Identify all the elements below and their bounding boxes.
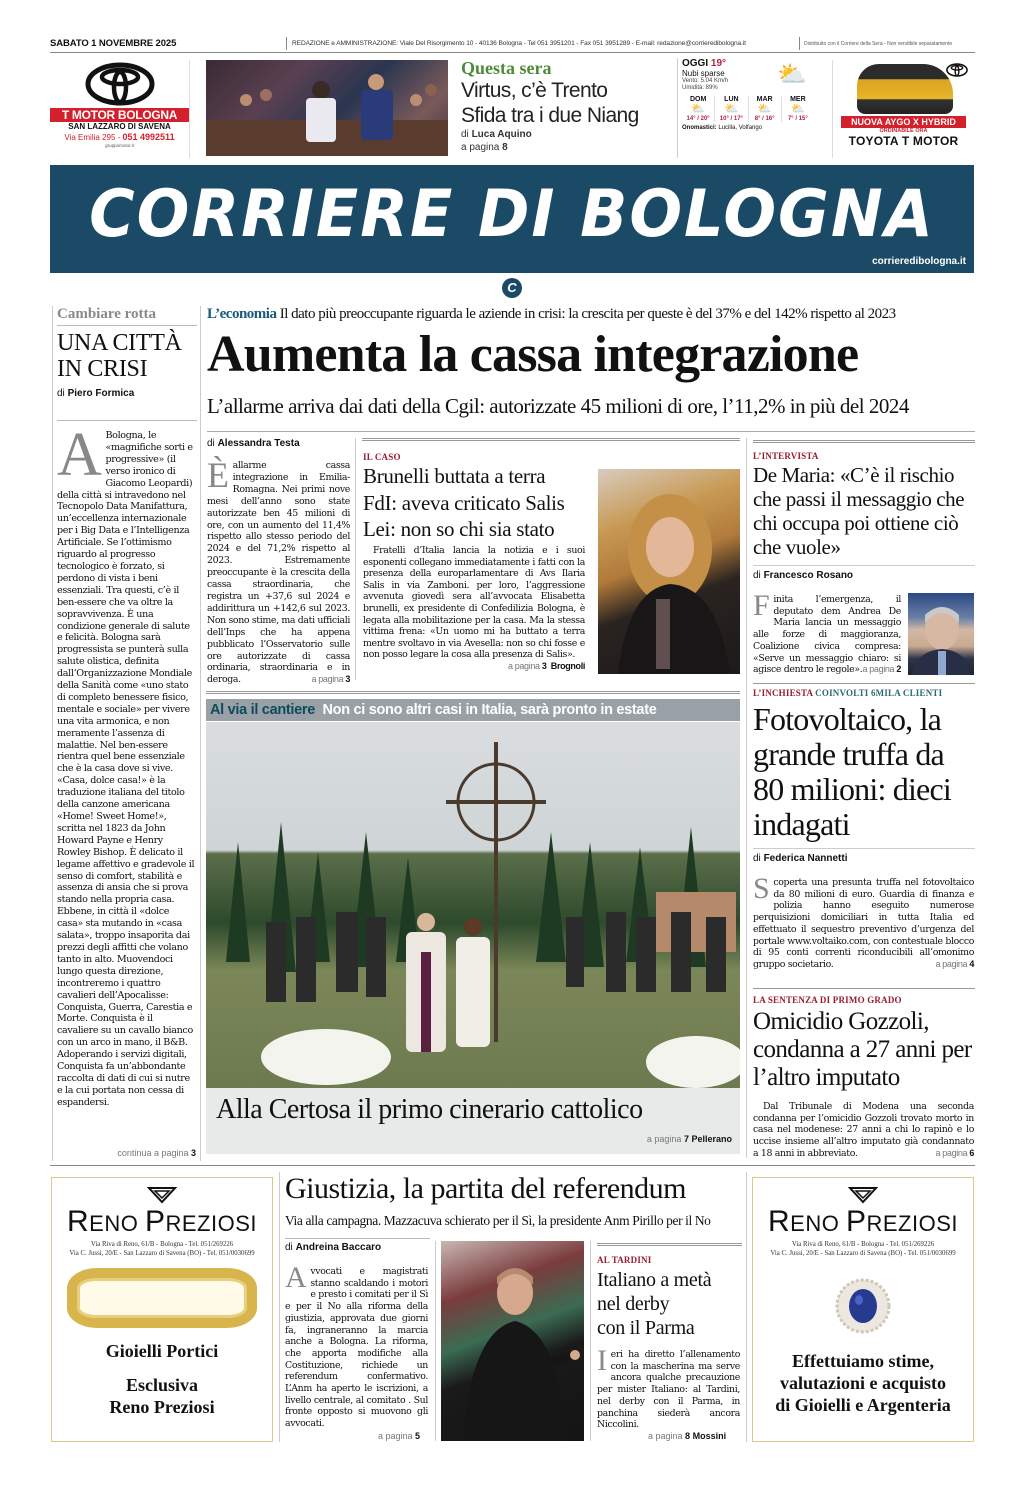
forecast-day-name: DOM bbox=[689, 96, 707, 103]
dropcap: A bbox=[57, 421, 102, 489]
page-prefix: a pagina bbox=[507, 660, 542, 671]
lead-headline[interactable]: Aumenta la cassa integrazione bbox=[207, 326, 859, 383]
divider bbox=[753, 683, 975, 684]
giustizia-page-ref[interactable] bbox=[378, 1431, 420, 1441]
toyota-logo-icon bbox=[85, 62, 155, 106]
forecast-day bbox=[781, 96, 814, 122]
article-text: Dal Tribunale di Modena una seconda condanna per l’omicidio Gozzoli trovato morto in casa nel modenese: 27 anni a chi lo rapinò e lo uccise insieme all’altro imputato già condannato a 18 anni in abbreviato. bbox=[753, 1101, 974, 1159]
byline bbox=[753, 848, 975, 864]
editorial-continue-link[interactable] bbox=[110, 1148, 196, 1158]
by-prefix: di bbox=[285, 1242, 296, 1253]
forecast-day bbox=[714, 96, 747, 122]
onomastici-label: Onomastici: bbox=[682, 125, 717, 131]
ad-claim: valutazioni e acquisto bbox=[779, 1373, 946, 1393]
divider bbox=[50, 1165, 975, 1166]
partly-cloudy-icon: ⛅ bbox=[757, 103, 772, 115]
page-prefix: a pagina bbox=[935, 958, 970, 969]
article-italiano[interactable] bbox=[597, 1255, 742, 1340]
ad-reno-preziosi-right[interactable] bbox=[752, 1177, 974, 1442]
by-prefix: di bbox=[207, 438, 218, 449]
forecast-day-name: MER bbox=[790, 96, 806, 103]
lead-page-ref[interactable] bbox=[311, 674, 350, 686]
tmotor-site: gruppomotor.it bbox=[105, 143, 134, 148]
weather-wind: Vento: 5.04 Km/h bbox=[682, 78, 729, 84]
editorial-header[interactable] bbox=[57, 306, 197, 399]
brand-initial: R bbox=[768, 1205, 791, 1238]
editorial-text: Bologna, le «magnifiche sorti e progressive» (il verso ironico di Giacomo Leopardi) della città si intravedono nel Tecnopolo Data Manifattura, un’eccellenza internazionale per i Big Data e l’Intelligenza Artificiale. Se l’ottimismo riguardo al progresso tecnologico è forzato, si perdono di vista i beni essenziali. Tra questi, c’è il ben-essere che va oltre la sopravvivenza. È una condizione generale di salute e felicità. Bologna sarà progressista se punterà sulla salute olistica, definita dall’Organizzazione Mondiale della Sanità come «uno stato di completo benessere fisico, mentale e sociale» per vivere una vita armonica, e non meramente l’assenza di malattie. Nel ben-essere rientra quel bene essenziale che è la casa dove si vive. «Casa, dolce casa!» è la traduzione italiana del titolo della canzone americana «Home! Sweet Home!», scritta nel 1823 da John Howard Payne e Henry Rowley Bishop. È delicato il legame affettivo e gradevole il senso di comfort, stabilità e assenza di ansia che si prova stando nella propria casa. Ebbene, in città il «dolce casa» sta mutando in «casa salata», troppo insaporita dai prezzi degli affitti che volano tanto in alto. Muovendoci lungo questa direzione, incontreremo i quattro cavalieri dell’Apocalisse: Conquista, Guerra, Carestia e Morte. Conquista è il cavaliere su un cavallo bianco con un arco in mano, il B&B. Adoperando i servizi digitali, Conquista fa un’abbondante raccolta di dati di cui si nutre e la cui portata non cessa di espandersi. bbox=[57, 430, 195, 1108]
section-label: IL CASO bbox=[363, 452, 401, 462]
lead-body bbox=[207, 455, 351, 686]
caso-page-ref[interactable] bbox=[508, 661, 585, 673]
column-rule bbox=[435, 1241, 436, 1441]
author-name: Pellerano bbox=[691, 1134, 732, 1144]
certosa-page-ref[interactable] bbox=[647, 1134, 732, 1144]
section-extra: COINVOLTI 6MILA CLIENTI bbox=[812, 688, 943, 698]
photo-kicker-bar bbox=[206, 699, 740, 721]
ad-claim: Effettuiamo stime, bbox=[792, 1351, 934, 1371]
page-prefix: a pagina bbox=[311, 674, 346, 685]
section-name: L’INCHIESTA bbox=[753, 688, 813, 698]
teaser-virtus[interactable] bbox=[461, 58, 671, 154]
ad-tmotor-bologna[interactable] bbox=[50, 60, 190, 158]
article-brunelli-body bbox=[363, 545, 585, 673]
tmotor-phone: 051 4992511 bbox=[122, 132, 175, 142]
column-rule bbox=[279, 1172, 280, 1442]
ad-claim: Gioielli Portici bbox=[105, 1341, 219, 1361]
page-number: 7 bbox=[683, 1134, 689, 1144]
author-name: Andreina Baccaro bbox=[295, 1242, 382, 1253]
section-label: AL TARDINI bbox=[597, 1255, 652, 1265]
teaser-title-line1: Virtus, c’è Trento bbox=[461, 79, 608, 102]
forecast-temp: 14° / 20° bbox=[686, 116, 710, 122]
headline: De Maria: «C’è il rischio che passi il messaggio che chi occupa poi ottiene ciò che vuole» bbox=[753, 463, 965, 559]
lead-text: allarme cassa integrazione in Emilia-Romagna. Nei primi nove mesi dell’anno sono state autorizzate ben 45 milioni di ore, con un aumento del 11,4% rispetto allo stesso periodo del 2024 e del 71,2% rispetto al 2023. Estremamente preoccupante è la crescita della cassa straordinaria, che registra un +37,6 sul 2024 e addirittura un +142,6 sul 2023. Non sono stime, ma dati ufficiali dell’Inps che ha appena pubblicato l’Osservatorio sulle ore autorizzate di cassa ordinaria, straordinaria e in deroga. bbox=[207, 460, 351, 686]
bar-kicker: Al via il cantiere bbox=[210, 702, 316, 718]
author-name: Alessandra Testa bbox=[217, 438, 300, 449]
forecast-day-name: LUN bbox=[724, 96, 739, 103]
double-rule bbox=[597, 1243, 742, 1246]
corriere-badge-icon: C bbox=[502, 278, 522, 298]
article-de-maria[interactable] bbox=[753, 451, 975, 581]
byline bbox=[753, 565, 975, 581]
weather-forecast bbox=[682, 96, 814, 122]
column-rule bbox=[200, 306, 201, 1161]
double-rule bbox=[753, 440, 975, 443]
column-rule bbox=[52, 306, 53, 1161]
headline: Fotovoltaico, la grande truffa da 80 milioni: dieci indagati bbox=[753, 701, 951, 842]
partly-cloudy-icon: ⛅ bbox=[691, 103, 705, 115]
dropcap: È bbox=[207, 455, 229, 495]
headline-line2: FdI: aveva criticato Salis bbox=[363, 490, 565, 515]
page-prefix: a pagina bbox=[862, 664, 897, 675]
article-text: eri ha diretto l’allenamento con la mascherina ma serve ancora qualche precauzione per mister Italiano: al Tardini, nel derby con il Parma, in panchina siederà ancora Niccolini. bbox=[597, 1349, 740, 1431]
page-number: 6 bbox=[969, 1147, 974, 1158]
dropcap: I bbox=[597, 1344, 607, 1377]
ad-reno-preziosi-left[interactable] bbox=[51, 1177, 273, 1442]
divider bbox=[799, 37, 800, 50]
page-number: 5 bbox=[415, 1431, 421, 1441]
caption-headline: Alla Certosa il primo cinerario cattolico bbox=[216, 1094, 643, 1125]
tardini-page-ref[interactable] bbox=[648, 1431, 726, 1441]
forecast-temp: 10° / 17° bbox=[719, 116, 743, 122]
lead-subtitle: L’allarme arriva dai dati della Cgil: autorizzate 45 milioni di ore, l’11,2% in più del 2024 bbox=[207, 394, 909, 418]
author-name: Brognoli bbox=[550, 660, 585, 671]
forecast-day-name: MAR bbox=[756, 96, 773, 103]
distribution-note: Distribuito con il Corriere della Sera - Non vendibile separatamente bbox=[804, 41, 953, 47]
forecast-temp: 7° / 15° bbox=[787, 116, 808, 122]
forecast-day bbox=[748, 96, 781, 122]
bracelet-image bbox=[67, 1268, 257, 1328]
aygo-band: NUOVA AYGO X HYBRID bbox=[841, 116, 966, 128]
double-rule bbox=[362, 438, 740, 441]
teaser-page-ref bbox=[461, 141, 671, 154]
page-number: 3 bbox=[541, 660, 547, 671]
giustizia-subtitle: Via alla campagna. Mazzacuva schierato per il Sì, la presidente Anm Pirillo per il No bbox=[285, 1213, 711, 1228]
aygo-sub: ORDINABILE ORA bbox=[879, 128, 928, 134]
double-rule bbox=[206, 691, 740, 694]
ad-claim: Reno Preziosi bbox=[109, 1397, 215, 1417]
address-line: Via Riva di Reno, 61/B - Bologna - Tel. 051/269226 bbox=[791, 1241, 935, 1248]
bar-text: Non ci sono altri casi in Italia, sarà pronto in estate bbox=[322, 702, 657, 718]
headline: Omicidio Gozzoli, condanna a 27 anni per l’altro imputato bbox=[753, 1008, 972, 1091]
column-rule bbox=[746, 1172, 747, 1442]
brand-name bbox=[52, 1205, 272, 1241]
brand-name bbox=[753, 1205, 973, 1241]
page-number: 8 bbox=[685, 1431, 691, 1441]
page-prefix: a pagina bbox=[378, 1431, 416, 1441]
by-prefix: di bbox=[57, 388, 68, 399]
headline-line3: Lei: non so chi sia stato bbox=[363, 517, 555, 541]
brand-rest: ENO bbox=[89, 1211, 145, 1236]
continue-prefix: continua a pagina bbox=[117, 1148, 191, 1158]
teaser-title-line2: Sfida tra i due Niang bbox=[461, 104, 639, 127]
teaser-kicker: Questa sera bbox=[461, 58, 552, 78]
article-fotovoltaico-body bbox=[753, 872, 975, 971]
ad-claim: Esclusiva bbox=[125, 1375, 199, 1395]
italiano-photo bbox=[441, 1241, 584, 1441]
section-label: LA SENTENZA DI PRIMO GRADO bbox=[753, 995, 902, 1005]
article-text: vvocati e magistrati stanno scaldando i motori e presto i comitati per il Sì e per il No alla riforma della giustizia, approvata due giorni fa, ingraneranno la marcia anche a Bologna. La riforma, che apporta modifiche alla Costituzione, richiede un referendum confermativo. L’Anm ha aperto le iscrizioni, a livello centrale, al comitato . Sul fronte opposto si muovono gli avvocati. bbox=[285, 1266, 428, 1430]
partly-cloudy-icon: ⛅ bbox=[791, 103, 805, 115]
article-brunelli[interactable] bbox=[363, 452, 588, 542]
diamond-logo-icon bbox=[147, 1186, 177, 1204]
page-number: 4 bbox=[969, 958, 974, 969]
giustizia-byline bbox=[285, 1242, 381, 1253]
brand-rest: REZIOSI bbox=[165, 1211, 257, 1236]
car-image bbox=[857, 64, 953, 114]
article-text: Fratelli d’Italia lancia la notizia e i suoi esponenti collegano immediatamente i fatti con la presenza della europarlamentare di Avs Ilaria Salis in via Zamboni. per loro, l’aggressione avvenuta giovedì sera all’avvocata Elisabetta brunelli, ex presidente di Confedilizia Bologna, è legata alla mobilitazione per la casa. Ma la stessa vittima frena: «Un uomo mi ha buttato a terra mentre svoltavo in via Avesella: non so chi fosse e non posso legare la cosa alla presenza di Salis». bbox=[363, 545, 585, 661]
page-number: 8 bbox=[502, 142, 508, 153]
by-prefix: di bbox=[753, 570, 764, 581]
article-text: coperta una presunta truffa nel fotovoltaico da 80 milioni di euro. Guardia di finanza e polizia hanno eseguito numerose perquisizioni domiciliari in tutta Italia ed effettuato il sequestro preventivo d’urgenza del portale www.voltaiko.com, con contestuale blocco di 95 conti correnti riconducibili all’omonimo gruppo societario. bbox=[753, 877, 975, 970]
sentenza-page-ref[interactable] bbox=[935, 1148, 974, 1160]
page-prefix: a pagina bbox=[461, 142, 503, 153]
section-label bbox=[753, 688, 975, 698]
giustizia-body bbox=[285, 1261, 428, 1430]
newspaper-url[interactable]: corrieredibologna.it bbox=[872, 256, 966, 267]
page-prefix: a pagina bbox=[646, 1134, 684, 1144]
divider bbox=[285, 1238, 430, 1239]
aygo-brand: TOYOTA T MOTOR bbox=[848, 134, 959, 148]
article-italiano-body bbox=[597, 1344, 740, 1431]
by-prefix: di bbox=[461, 129, 472, 140]
section-label: L’INTERVISTA bbox=[753, 451, 819, 461]
editorial-title-line1: UNA CITTÀ bbox=[57, 330, 182, 356]
partly-cloudy-icon: ⛅ bbox=[777, 60, 807, 88]
divider bbox=[286, 37, 287, 50]
diamond-logo-icon bbox=[848, 1186, 878, 1204]
photo-caption[interactable] bbox=[206, 1088, 740, 1154]
masthead[interactable] bbox=[50, 165, 974, 273]
tmotor-street: Via Emilia 295 - bbox=[64, 133, 123, 142]
certosa-ceremony-photo bbox=[206, 722, 740, 1088]
partly-cloudy-icon: ⛅ bbox=[724, 103, 739, 115]
top-rule bbox=[50, 52, 975, 53]
address-line: Via C. Jussi, 20/E - San Lazzaro di Savena (BO) - Tel. 051/0030699 bbox=[69, 1249, 255, 1257]
editorial-title-line2: IN CRISI bbox=[57, 356, 148, 382]
tmotor-name: T MOTOR BOLOGNA bbox=[50, 108, 189, 122]
forecast-day bbox=[682, 96, 714, 122]
author-name: Federica Nannetti bbox=[763, 853, 848, 864]
tmotor-location: SAN LAZZARO DI SAVENA bbox=[68, 122, 171, 131]
foto-page-ref[interactable] bbox=[935, 959, 974, 971]
author-name: Mossini bbox=[692, 1431, 727, 1441]
by-prefix: di bbox=[753, 853, 764, 864]
headline-line2: nel derby bbox=[597, 1293, 670, 1315]
address-line: Via Riva di Reno, 61/B - Bologna - Tel. 051/269226 bbox=[90, 1241, 234, 1248]
headline-line1: Brunelli buttata a terra bbox=[363, 464, 546, 488]
onomastici bbox=[682, 125, 817, 131]
column-rule bbox=[355, 438, 356, 680]
toyota-logo-icon bbox=[946, 62, 968, 81]
forecast-temp: 8° / 16° bbox=[754, 116, 775, 122]
author-name: Piero Formica bbox=[67, 388, 135, 399]
de-maria-photo bbox=[908, 593, 974, 675]
editorial-office-info: REDAZIONE e AMMINISTRAZIONE: Viale Del Risorgimento 10 - 40136 Bologna - Tel 051 3951201 - Fax 051 3951289 - E-mail: redazione@corrieredibologna.it bbox=[292, 40, 746, 47]
column-rule bbox=[590, 1241, 591, 1441]
editorial-byline bbox=[57, 388, 197, 399]
brand-initial: P bbox=[845, 1205, 867, 1238]
teaser-byline bbox=[461, 128, 671, 141]
onomastici-names: Lucilla, Volfango bbox=[716, 125, 763, 131]
address-line: Via C. Jussi, 20/E - San Lazzaro di Savena (BO) - Tel. 051/0030699 bbox=[770, 1249, 956, 1257]
brunelli-photo bbox=[598, 469, 740, 674]
headline-line3: con il Parma bbox=[597, 1317, 695, 1339]
lead-kicker bbox=[207, 306, 896, 323]
tmotor-address bbox=[50, 132, 189, 143]
page-number: 3 bbox=[345, 674, 350, 685]
brand-rest: REZIOSI bbox=[866, 1211, 958, 1236]
page-number: 3 bbox=[190, 1148, 196, 1158]
divider bbox=[207, 431, 975, 432]
column-rule bbox=[746, 438, 747, 1158]
giustizia-headline[interactable]: Giustizia, la partita del referendum bbox=[285, 1172, 686, 1205]
newspaper-title: CORRIERE DI BOLOGNA bbox=[89, 175, 935, 252]
author-name: Luca Aquino bbox=[471, 129, 532, 140]
article-gozzoli-body bbox=[753, 1101, 974, 1160]
brand-rest: ENO bbox=[790, 1211, 846, 1236]
brand-initial: R bbox=[67, 1205, 90, 1238]
article-fotovoltaico[interactable] bbox=[753, 688, 975, 864]
editorial-kicker: Cambiare rotta bbox=[57, 306, 197, 326]
article-de-maria-body bbox=[753, 589, 901, 676]
basketball-photo bbox=[206, 60, 448, 156]
dropcap: A bbox=[285, 1261, 307, 1294]
lead-kicker-text: Il dato più preoccupante riguarda le aziende in crisi: la crescita per queste è del 37% e del 142% rispetto al 2023 bbox=[276, 306, 896, 322]
brand-initial: P bbox=[144, 1205, 166, 1238]
dropcap: S bbox=[753, 872, 770, 905]
intervista-page-ref[interactable] bbox=[862, 664, 901, 676]
article-gozzoli[interactable] bbox=[753, 995, 975, 1092]
author-name: Francesco Rosano bbox=[763, 570, 854, 581]
ad-claim: di Gioielli e Argenteria bbox=[775, 1395, 951, 1415]
divider bbox=[753, 988, 975, 989]
weather-condition: Nubi sparse bbox=[682, 69, 725, 78]
article-text: inita l’emergenza, il deputato dem Andrea De Maria lancia un messaggio alle forze di maggioranza, Coalizione civica compresa: «Serve un messaggio chiaro: si agisce dentro le regole». bbox=[753, 594, 901, 676]
today-temp: 19° bbox=[710, 58, 727, 69]
weather-humidity: Umidità: 89% bbox=[682, 85, 718, 91]
page-prefix: a pagina bbox=[648, 1431, 686, 1441]
sapphire-ring-image bbox=[833, 1272, 893, 1344]
lead-byline bbox=[207, 438, 300, 449]
headline-line1: Italiano a metà bbox=[597, 1269, 712, 1291]
page-number: 2 bbox=[896, 664, 901, 675]
lead-kicker-label: L’economia bbox=[207, 306, 277, 322]
today-label: OGGI bbox=[682, 58, 709, 69]
dropcap: F bbox=[753, 589, 770, 622]
page-prefix: a pagina bbox=[935, 1147, 970, 1158]
editorial-body bbox=[57, 421, 196, 1109]
issue-date: SABATO 1 NOVEMBRE 2025 bbox=[50, 38, 177, 49]
